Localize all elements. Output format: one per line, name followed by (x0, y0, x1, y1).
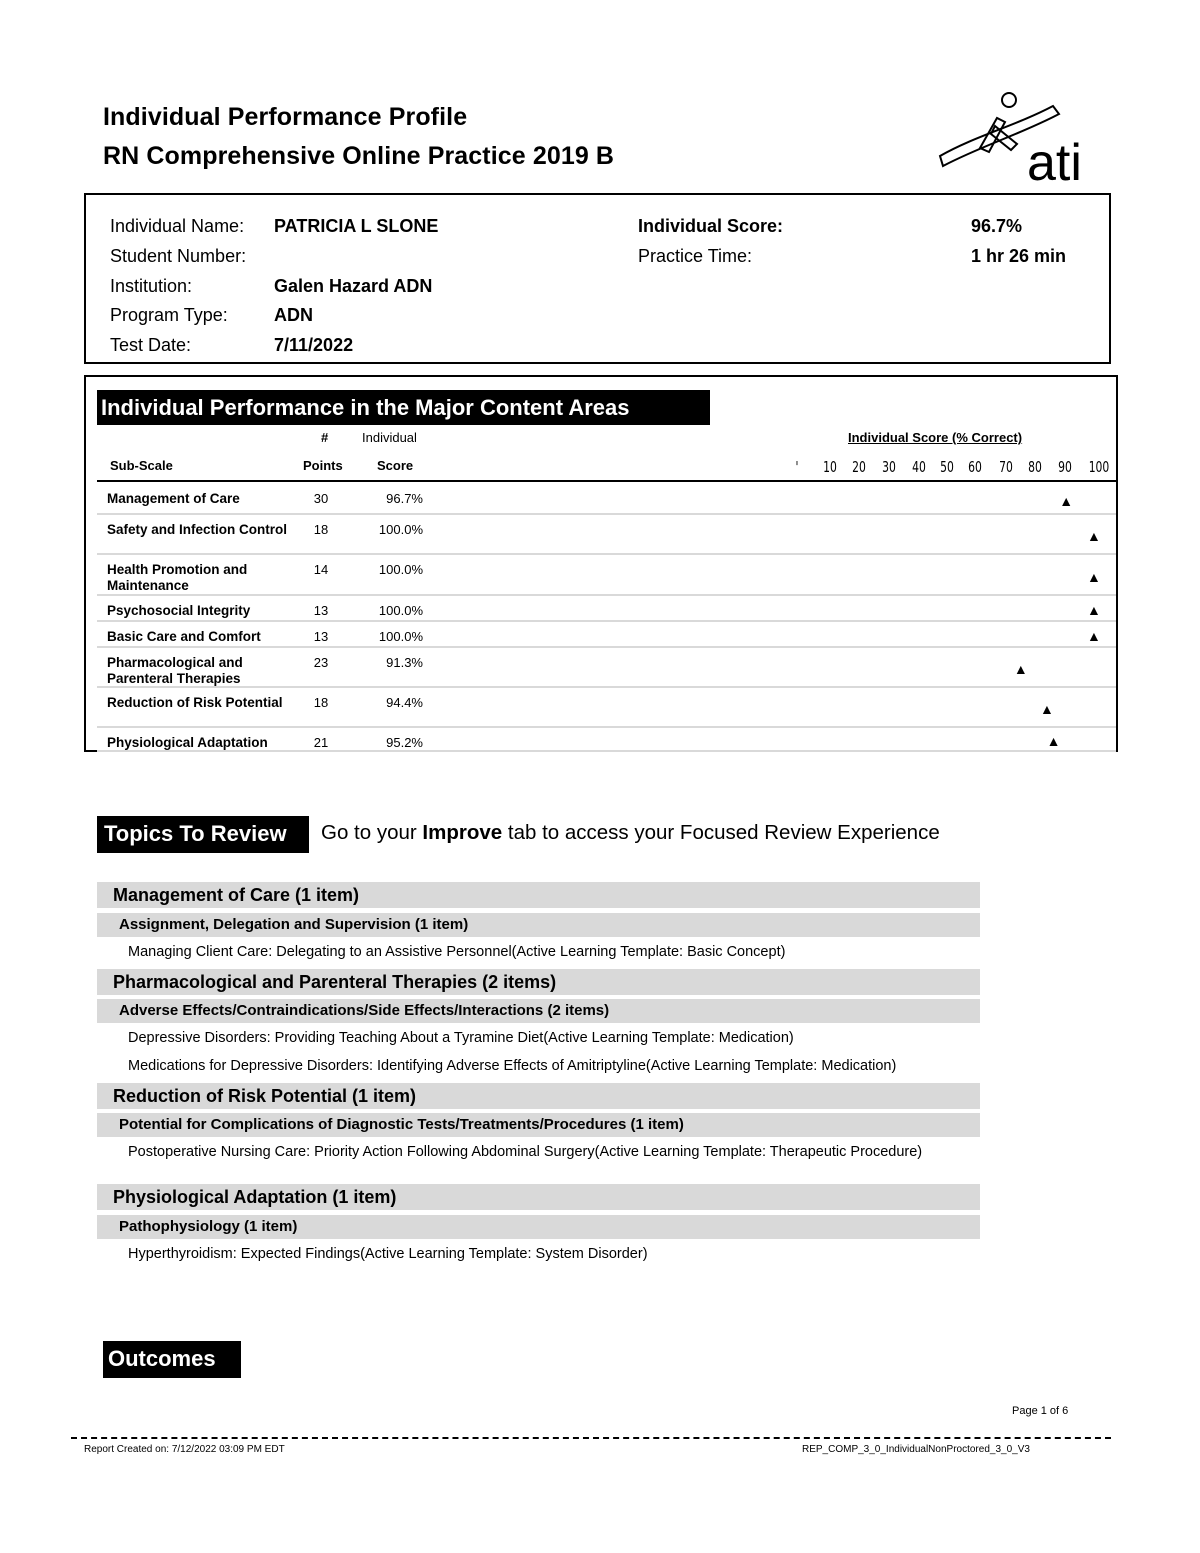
subscale-points: 13 (313, 603, 329, 618)
subscale-name: Management of Care (107, 491, 240, 506)
table-row (97, 515, 1116, 555)
practice-time-value: 1 hr 26 min (971, 246, 1067, 266)
page-subtitle: RN Comprehensive Online Practice 2019 B (103, 142, 615, 170)
page-number: Page 1 of 6 (1012, 1405, 1069, 1417)
scale-tick: 60 (968, 458, 982, 476)
practice-time-label: Practice Time: (638, 246, 753, 266)
scale-tick: 50 (940, 458, 954, 476)
scale-tick: 40 (912, 458, 926, 476)
subscale-points: 30 (313, 491, 329, 506)
subscale-points: 13 (313, 629, 329, 644)
topic-item: Depressive Disorders: Providing Teaching About a Tyramine Diet(Active Learning Template: Medication) (128, 1030, 794, 1046)
table-row (97, 596, 1116, 622)
performance-banner: Individual Performance in the Major Content Areas (97, 390, 710, 425)
score-marker: ▲ (1059, 493, 1074, 509)
scale-tick: 20 (852, 458, 866, 476)
page-title: Individual Performance Profile (103, 103, 468, 131)
score-marker: ▲ (1087, 602, 1101, 618)
topics-note-prefix: Go to your (321, 821, 417, 844)
table-row (97, 688, 1116, 728)
topic-category: Pharmacological and Parenteral Therapies (2 items) (97, 969, 980, 995)
name-label: Individual Name: (110, 216, 245, 236)
topic-subcategory: Assignment, Delegation and Supervision (1 item) (97, 913, 980, 937)
subscale-score: 95.2% (386, 735, 423, 750)
subscale-name: Physiological Adaptation (107, 735, 268, 750)
scale-tick: 100 (1088, 458, 1110, 476)
header-divider (97, 480, 1116, 482)
row-divider (97, 750, 1116, 752)
program-type-label: Program Type: (110, 305, 228, 325)
scale-tick: 70 (999, 458, 1013, 476)
score-marker: ▲ (1039, 701, 1054, 717)
test-date-value: 7/11/2022 (274, 335, 354, 355)
program-type-value: ADN (274, 305, 313, 325)
topic-category: Reduction of Risk Potential (1 item) (97, 1083, 980, 1109)
topic-item: Managing Client Care: Delegating to an Assistive Personnel(Active Learning Template: Basic Concept) (128, 944, 786, 960)
report-created: Report Created on: 7/12/2022 03:09 PM EDT (84, 1444, 285, 1455)
topic-item: Hyperthyroidism: Expected Findings(Active Learning Template: System Disorder) (128, 1246, 648, 1262)
scale-tick: ' (795, 458, 799, 476)
subscale-name: Reduction of Risk Potential (107, 695, 283, 710)
institution-label: Institution: (110, 276, 193, 296)
subscale-name: Basic Care and Comfort (107, 629, 261, 644)
subscale-points: 21 (313, 735, 329, 750)
chart-title: Individual Score (% Correct) (848, 430, 1023, 445)
individual-score-label: Individual Score: (638, 216, 784, 236)
table-row (97, 622, 1116, 648)
score-marker: ▲ (1087, 569, 1101, 585)
name-value: PATRICIA L SLONE (274, 216, 439, 236)
subscale-score: 91.3% (386, 655, 423, 670)
outcomes-banner: Outcomes (103, 1341, 241, 1378)
subscale-points: 18 (313, 695, 329, 710)
ati-logo (935, 86, 1107, 186)
subscale-points: 18 (313, 522, 329, 537)
subscale-score: 100.0% (378, 562, 423, 577)
subscale-name: Pharmacological and Parenteral Therapies (107, 655, 243, 686)
subscale-name: Health Promotion and Maintenance (107, 562, 248, 593)
footer-divider (71, 1437, 1111, 1439)
subscale-score: 100.0% (378, 522, 423, 537)
individual-score-value: 96.7% (971, 216, 1023, 236)
subscale-score: 100.0% (378, 603, 423, 618)
table-row (97, 648, 1116, 688)
scale-tick: 30 (882, 458, 896, 476)
topic-subcategory: Adverse Effects/Contraindications/Side Effects/Interactions (2 items) (97, 999, 980, 1023)
topic-category: Physiological Adaptation (1 item) (97, 1184, 980, 1210)
improve-tab-ref: Improve (422, 821, 503, 844)
score-marker: ▲ (1046, 733, 1061, 749)
subscale-points: 14 (313, 562, 329, 577)
test-date-label: Test Date: (110, 335, 192, 355)
report-id: REP_COMP_3_0_IndividualNonProctored_3_0_V3 (802, 1444, 1030, 1455)
subscale-score: 94.4% (386, 695, 423, 710)
topic-subcategory: Potential for Complications of Diagnostic Tests/Treatments/Procedures (1 item) (97, 1113, 980, 1137)
topic-category: Management of Care (1 item) (97, 882, 980, 908)
topic-item: Medications for Depressive Disorders: Identifying Adverse Effects of Amitriptyline(Active Learning Template: Medication) (128, 1058, 897, 1074)
subscale-name: Psychosocial Integrity (107, 603, 251, 618)
subscale-score: 100.0% (378, 629, 423, 644)
topics-note (321, 821, 940, 845)
score-header-top: Individual (362, 430, 417, 445)
score-marker: ▲ (1087, 628, 1101, 644)
topic-subcategory: Pathophysiology (1 item) (97, 1215, 980, 1239)
scale-tick: 80 (1028, 458, 1042, 476)
points-header-top: # (321, 430, 329, 445)
subscale-points: 23 (313, 655, 329, 670)
topics-note-suffix: tab to access your Focused Review Experience (507, 821, 940, 844)
score-marker: ▲ (1013, 661, 1028, 677)
subscale-name: Safety and Infection Control (107, 522, 288, 537)
score-marker: ▲ (1087, 528, 1101, 544)
score-header: Score (377, 458, 414, 473)
student-number-label: Student Number: (110, 246, 247, 266)
table-row (97, 728, 1116, 752)
svg-text:ati: ati (1027, 134, 1082, 186)
topics-banner: Topics To Review (97, 816, 309, 853)
table-row (97, 555, 1116, 596)
points-header: Points (303, 458, 343, 473)
subscale-header: Sub-Scale (110, 458, 173, 473)
scale-tick: 90 (1058, 458, 1072, 476)
scale-tick: 10 (823, 458, 837, 476)
table-row (97, 484, 1116, 515)
subscale-score: 96.7% (386, 491, 423, 506)
topic-item: Postoperative Nursing Care: Priority Action Following Abdominal Surgery(Active Learning Template: Therapeutic Procedure) (128, 1144, 923, 1160)
institution-value: Galen Hazard ADN (274, 276, 433, 296)
